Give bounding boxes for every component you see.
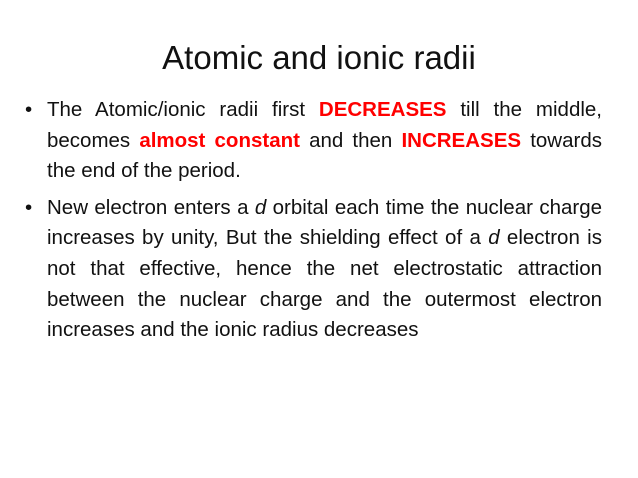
bullet-list	[22, 95, 602, 352]
highlight-decreases: DECREASES	[318, 98, 447, 121]
bullet-dot-icon: •	[25, 98, 33, 121]
slide-title: Atomic and ionic radii	[162, 39, 476, 76]
highlight-almost-constant: almost constant	[139, 128, 300, 152]
bullet-2-text: New electron enters a	[47, 195, 255, 219]
bullet-item-1	[22, 95, 602, 187]
italic-d-2: d	[488, 226, 500, 250]
bullet-1-text-4: towards the end of the period.	[47, 128, 602, 183]
bullet-2-text-3: electron is not that effective, hence the net electrostatic attraction between the nuclear charge and the outermost electron increases and the ionic radius decreases	[47, 226, 602, 342]
italic-d-1: d	[254, 195, 267, 219]
highlight-increases: INCREASES	[401, 128, 522, 152]
bullet-1-text: The Atomic/ionic radii first	[47, 98, 319, 121]
bullet-item-2	[22, 193, 602, 346]
bullet-dot-icon: •	[25, 195, 33, 219]
bullet-1-text-2: till the middle, becomes	[47, 98, 602, 152]
bullet-2-text-2: orbital each time the nuclear charge increases by unity, But the shielding effect of a	[47, 195, 602, 250]
bullet-1-text-3: and then	[299, 128, 402, 152]
